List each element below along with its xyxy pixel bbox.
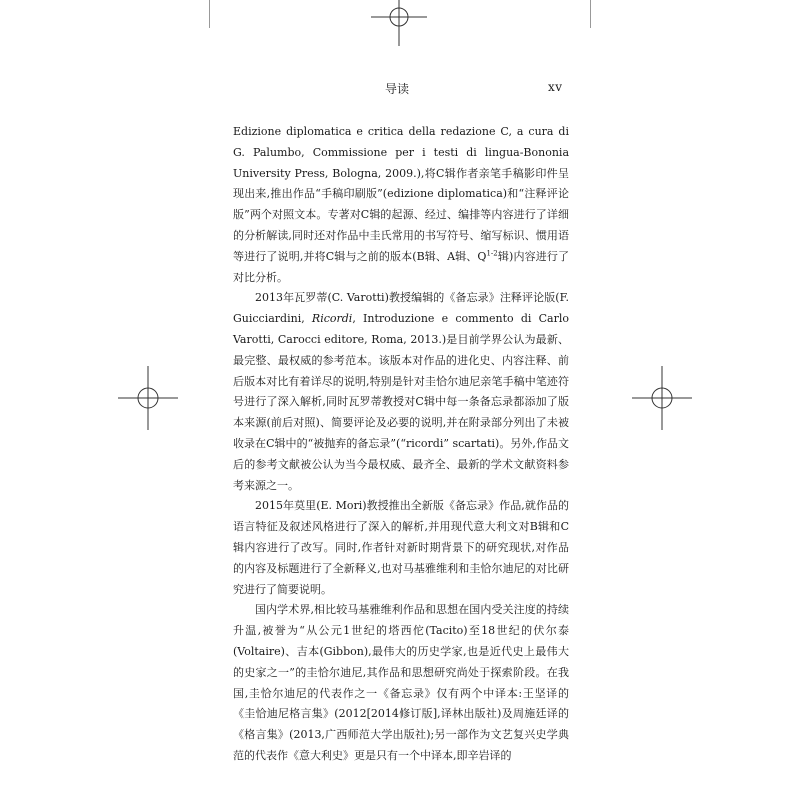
- running-header-title: 导读: [385, 82, 410, 96]
- registration-mark-top: [371, 0, 427, 46]
- page-number: xv: [548, 80, 563, 94]
- body-text: [233, 122, 569, 767]
- paragraph-1: Edizione diplomatica e critica della redazione C, a cura di G. Palumbo, Commissione per i testi di lingua-Bononia University Press, Bologna, 2009.),将C辑作者亲笔手稿影印件呈现出来,推出作品“手稿印刷版”(edizione diplomatica)和“注释评论版”两个对照文本。专著对C辑的起源、经过、编排等内容进行了详细的分析解读,同时还对作品中圭氏常用的书写符号、缩写标识、惯用语等进行了说明,并将C辑与之前的版本(B辑、A辑、$Q^{1-2}$辑)内容进行了对比分析。: [233, 125, 569, 284]
- paragraph-4: 国内学术界,相比较马基雅维利作品和思想在国内受关注度的持续升温,被誉为“从公元1世纪的塔西佗(Tacito)至18世纪的伏尔泰(Voltaire)、吉本(Gibbon),最伟大的历史学家,也是近代史上最伟大的史家之一”的圭恰尔迪尼,其作品和思想研究尚处于探索阶段。在我国,圭恰尔迪尼的代表作之一《备忘录》仅有两个中译本:王坚译的《圭恰迪尼格言集》(2012[2014修订版],译林出版社)及周施廷译的《格言集》(2013,广西师范大学出版社);另一部作为文艺复兴史学典范的代表作《意大利史》更是只有一个中译本,即辛岩译的: [233, 603, 569, 762]
- superscript: 1-2: [486, 249, 498, 258]
- crop-mark-top-right: [590, 0, 650, 30]
- paragraph-2: 2013年瓦罗蒂(C. Varotti)教授编辑的《备忘录》注释评论版(F. Guicciardini, Ricordi, Introduzione e commento di Carlo Varotti, Carocci editore, Roma, 2013.)是目前学界公认为最新、最完整、最权威的参考范本。该版本对作品的进化史、内容注释、前后版本对比有着详尽的说明,特别是针对圭恰尔迪尼亲笔手稿中笔迹符号进行了深入解析,同时瓦罗蒂教授对C辑中每一条备忘录都添加了版本来源(前后对照)、简要评论及必要的说明,并在附录部分列出了未被收录在C辑中的“被抛弃的备忘录”(“ricordi” scartati)。另外,作品文后的参考文献被公认为当今最权威、最齐全、最新的学术文献资料参考来源之一。: [233, 291, 570, 492]
- registration-mark-left: [118, 366, 178, 430]
- registration-mark-right: [632, 366, 692, 430]
- paragraph-3: 2015年莫里(E. Mori)教授推出全新版《备忘录》作品,就作品的语言特征及叙述风格进行了深入的解析,并用现代意大利文对B辑和C辑内容进行了改写。同时,作者针对新时期背景下的研究现状,对作品的内容及标题进行了全新释义,也对马基雅维利和圭恰尔迪尼的对比研究进行了简要说明。: [233, 499, 569, 596]
- crop-mark-top-left: [150, 0, 210, 30]
- italic-title: Ricordi: [311, 312, 353, 326]
